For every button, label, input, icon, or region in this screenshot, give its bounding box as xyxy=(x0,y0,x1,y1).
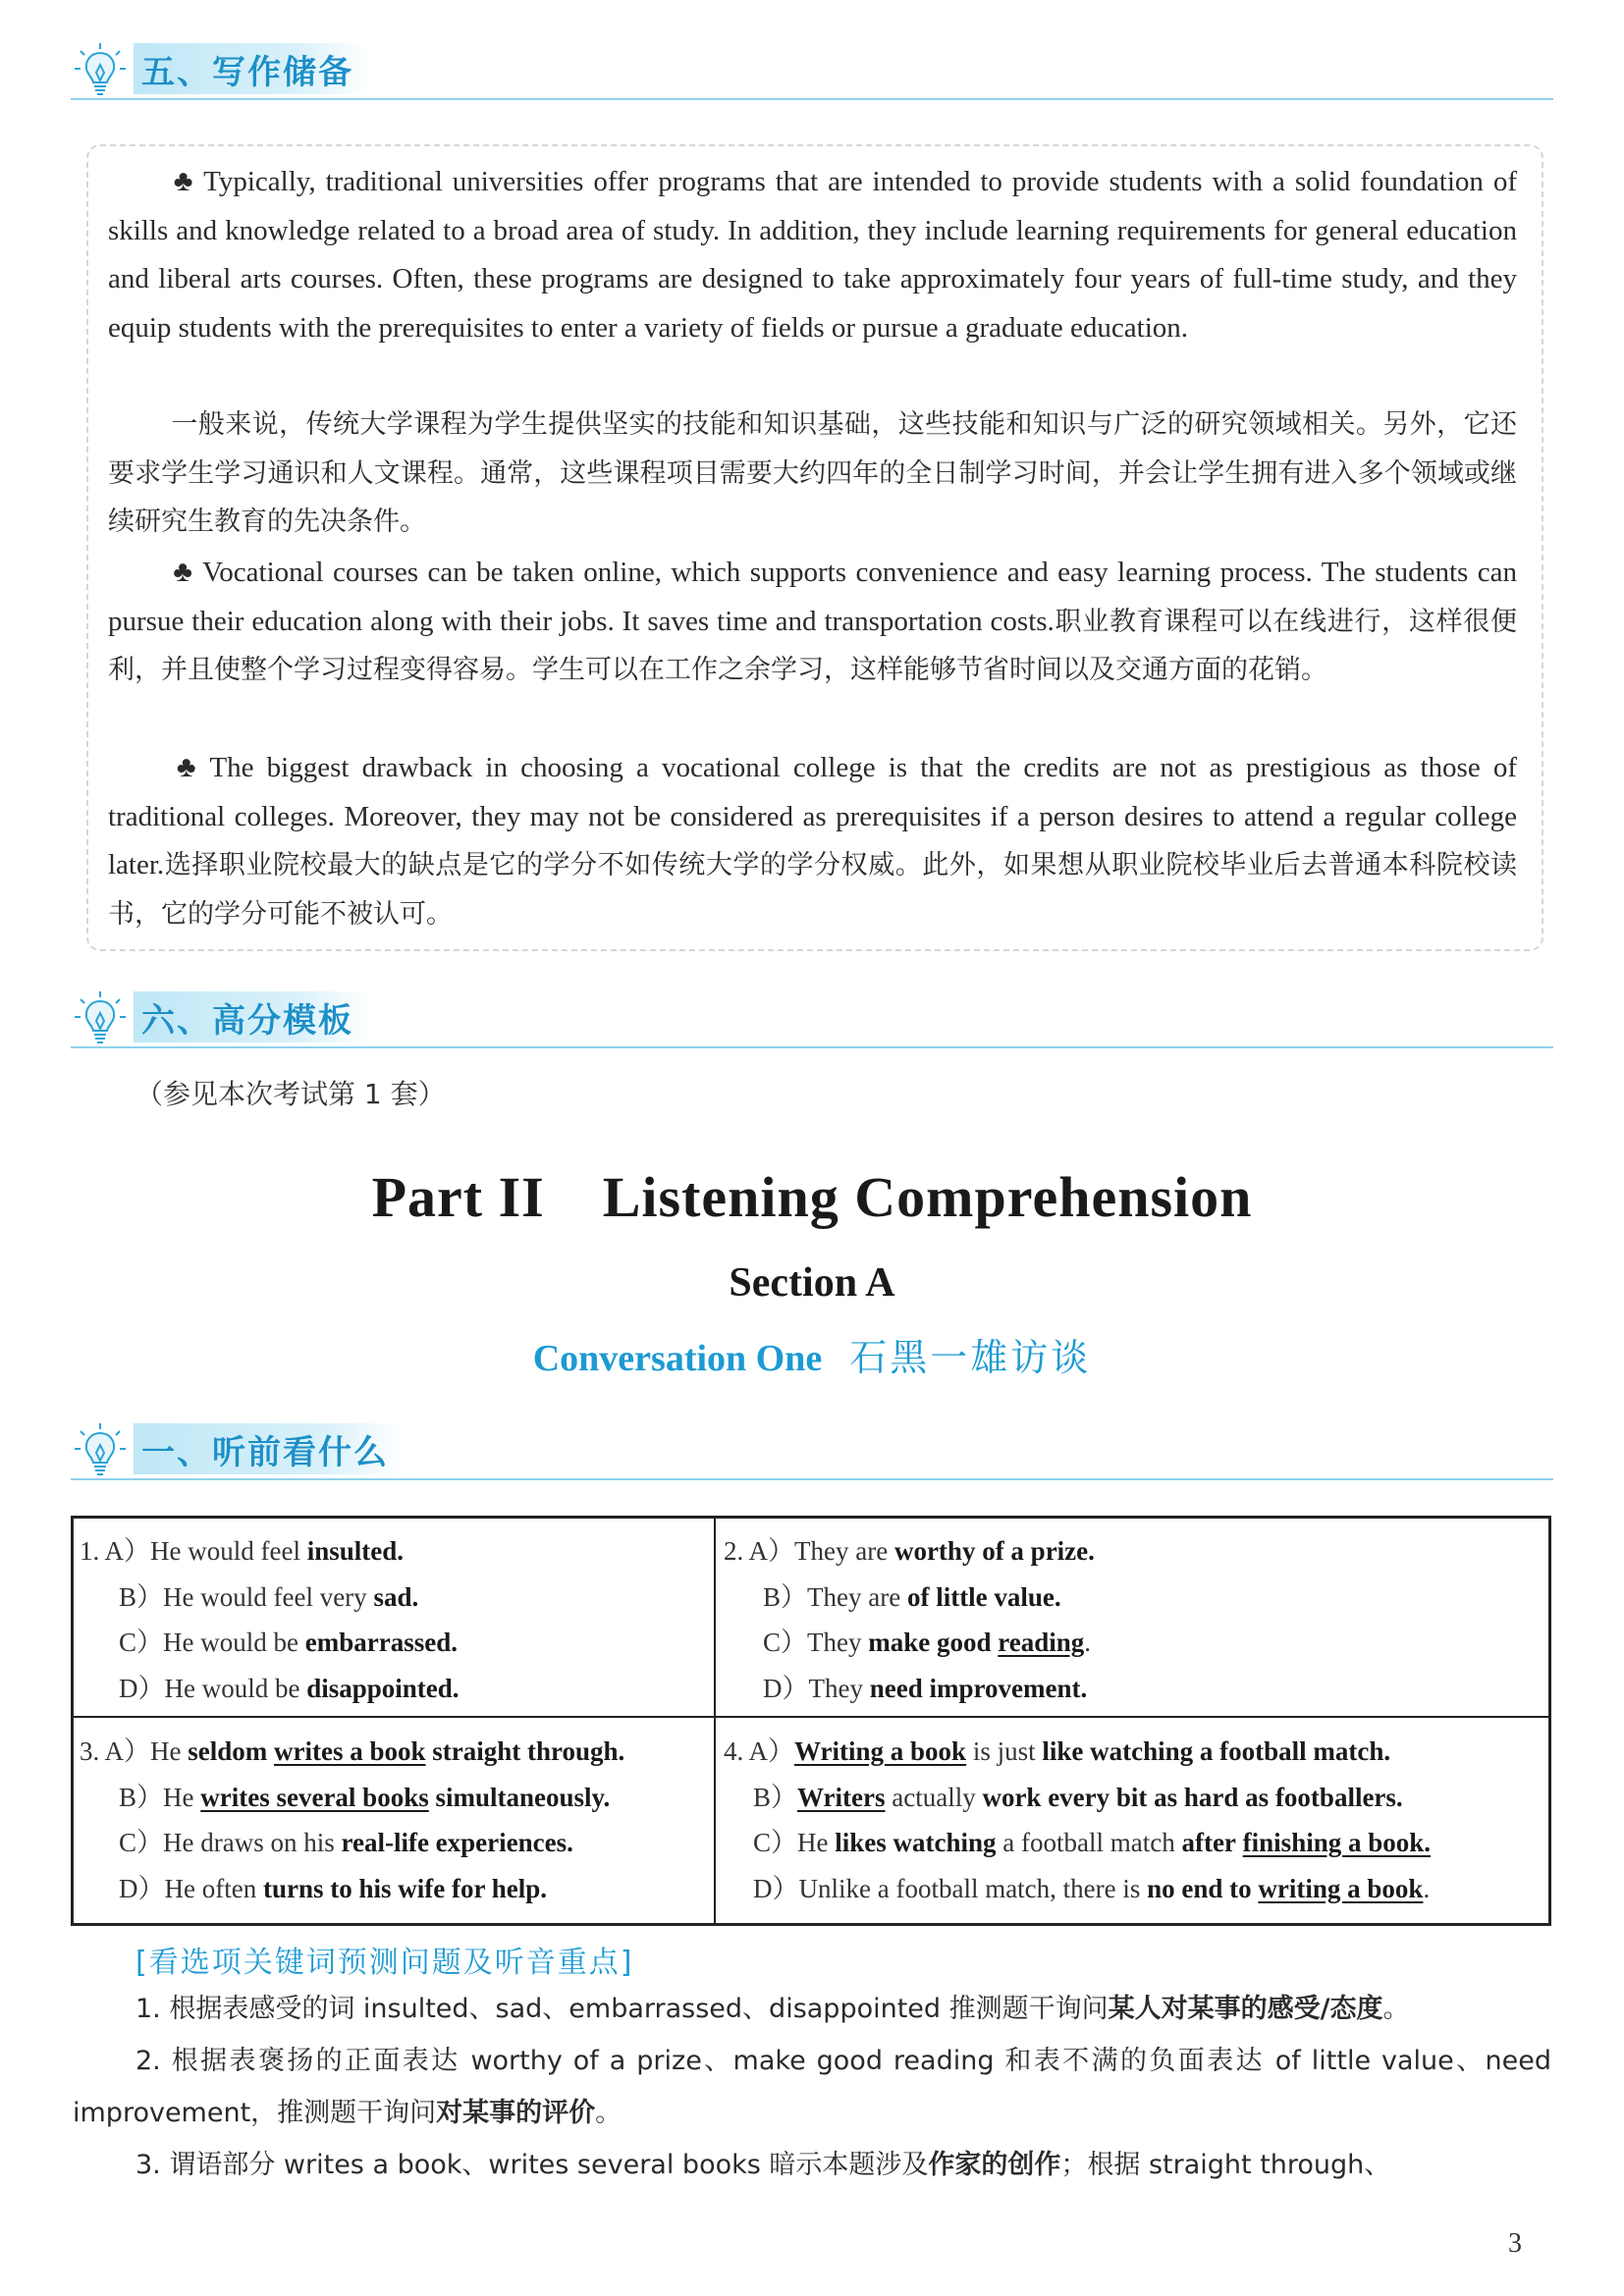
section-header-prelisten xyxy=(71,1419,1553,1480)
paragraph-2 xyxy=(108,548,1517,695)
part-title: Part II Listening Comprehension xyxy=(371,1165,1253,1229)
lightbulb-icon xyxy=(71,1421,130,1480)
club-icon: ♣ xyxy=(171,556,195,588)
section-title: 一、听前看什么 xyxy=(141,1432,389,1472)
paragraph-3 xyxy=(108,743,1517,938)
section-header-template xyxy=(71,988,1553,1048)
divider xyxy=(71,1046,1553,1048)
section-header-writing xyxy=(71,39,1553,100)
paragraph-2-en: Vocational courses can be taken online, which supports convenience and easy learning process. The students can pursue their education along with their jobs. It saves time and transportation costs. xyxy=(108,557,1518,637)
table-divider-vertical xyxy=(714,1519,716,1923)
lightbulb-icon xyxy=(71,989,130,1048)
paragraph-1 xyxy=(108,157,1517,352)
section-title: 六、高分模板 xyxy=(141,1000,353,1041)
question-2: 2. A）They are worthy of a prize. B）They are of little value. C）They make good reading. D）They need improvement. xyxy=(724,1536,1095,1703)
tips-title: [看选项关键词预测问题及听音重点] xyxy=(135,1946,634,1980)
paragraph-1-en: Typically, traditional universities offer programs that are intended to provide students with a solid foundation of skills and knowledge related to a broad area of study. In addition, they include learning requirements for general education and liberal arts courses. Often, these programs are designed to take approximately four years of full-time study, and they equip students with the prerequisites to enter a variety of fields or pursue a graduate education. xyxy=(108,166,1518,344)
paragraph-2-cn: 职业教育课程可以在线进行，这样很便利，并且使整个学习过程变得容易。学生可以在工作之余学习，这样能够节省时间以及交通方面的花销。 xyxy=(108,606,1517,685)
tip-3: 3. 谓语部分 writes a book、writes several books 暗示本题涉及作家的创作；根据 straight through、 xyxy=(135,2150,1391,2180)
paragraph-1-cn xyxy=(108,400,1517,547)
conversation-cn: 石黑一雄访谈 xyxy=(849,1336,1092,1379)
lightbulb-icon xyxy=(71,41,130,100)
divider xyxy=(71,98,1553,100)
question-4: 4. A）Writing a book is just like watching a football match. B）Writers actually work every bit as hard as footballers. C）He likes watching a football match after finishing a book. D）Unlike a football match, there is no end to writing a book. xyxy=(724,1736,1432,1903)
question-table xyxy=(71,1516,1551,1926)
section-a-title: Section A xyxy=(729,1260,895,1306)
table-divider-horizontal xyxy=(74,1716,1548,1718)
tip-1: 1. 根据表感受的词 insulted、sad、embarrassed、disappointed 推测题干询问某人对某事的感受/态度。 xyxy=(135,1994,1410,2024)
tip-2: 2. 根据表褒扬的正面表达 worthy of a prize、make good reading 和表不满的负面表达 of little value、need improvement，推测题干询问对某事的评价。 xyxy=(73,2046,1551,2128)
divider xyxy=(71,1478,1553,1480)
conversation-title xyxy=(0,1327,1624,1381)
club-icon: ♣ xyxy=(171,165,196,197)
club-icon: ♣ xyxy=(171,751,202,783)
paragraph-3-en: The biggest drawback in choosing a vocational college is that the credits are not as prestigious as those of traditional colleges. Moreover, they may not be considered as prerequisites if a person desires to attend a regular college later. xyxy=(108,752,1518,881)
question-1: 1. A）He would feel insulted. B）He would feel very sad. C）He would be embarrassed. D）He would be disappointed. xyxy=(80,1536,460,1703)
section-title: 五、写作储备 xyxy=(141,52,353,92)
paragraph-3-cn: 选择职业院校最大的缺点是它的学分不如传统大学的学分权威。此外，如果想从职业院校毕业后去普通本科院校读书，它的学分可能不被认可。 xyxy=(108,850,1517,930)
conversation-en: Conversation One xyxy=(532,1338,823,1379)
page-number: 3 xyxy=(1508,2228,1522,2259)
question-3: 3. A）He seldom writes a book straight through. B）He writes several books simultaneously. C）He draws on his real-life experiences. D）He often turns to his wife for help. xyxy=(80,1736,625,1903)
template-reference: （参见本次考试第 1 套） xyxy=(135,1078,446,1110)
paragraph-1-cn-text: 一般来说，传统大学课程为学生提供坚实的技能和知识基础，这些技能和知识与广泛的研究领域相关。另外，它还要求学生学习通识和人文课程。通常，这些课程项目需要大约四年的全日制学习时间，并会让学生拥有进入多个领域或继续研究生教育的先决条件。 xyxy=(108,409,1517,537)
